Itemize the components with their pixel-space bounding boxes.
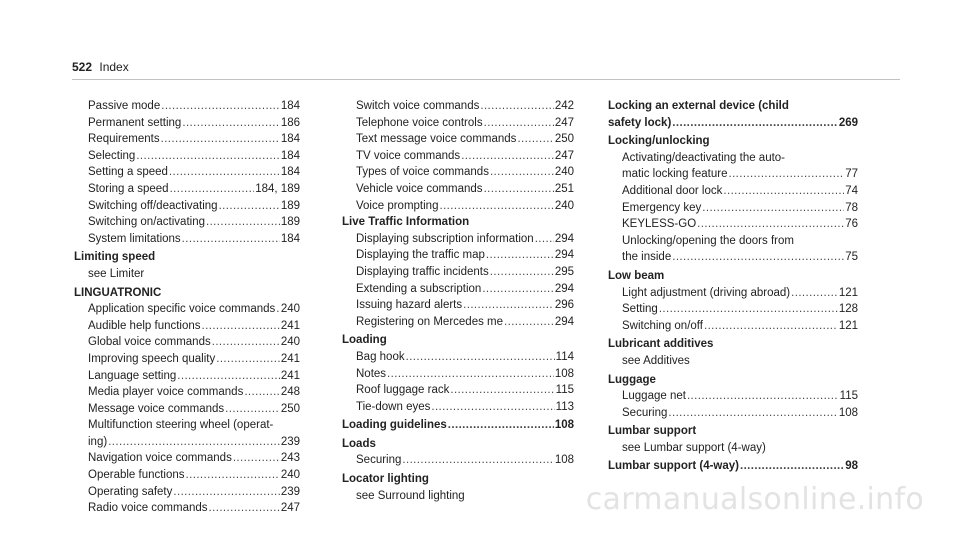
entry-label: Bag hook	[356, 350, 405, 363]
index-entry	[342, 281, 574, 298]
entry-label: Loading guidelines	[342, 419, 447, 432]
dot-leader	[791, 285, 838, 302]
index-heading: Locking an external device (child	[608, 100, 789, 112]
index-heading-entry	[608, 115, 858, 132]
dot-leader	[728, 166, 844, 183]
entry-group	[342, 417, 574, 434]
dot-leader	[484, 181, 554, 198]
page-reference: 247	[280, 502, 300, 515]
index-entry	[74, 467, 300, 484]
page-reference: 121	[838, 319, 858, 332]
index-entry	[608, 405, 858, 422]
page-reference: 128	[838, 303, 858, 316]
page-reference: 294	[554, 232, 574, 245]
page-reference: 75	[845, 251, 858, 264]
page-reference: 189	[280, 216, 300, 229]
index-heading: Limiting speed	[74, 251, 156, 264]
index-entry	[608, 183, 858, 200]
page-reference: 98	[845, 460, 858, 473]
dot-leader	[450, 382, 554, 399]
dot-leader	[480, 98, 553, 115]
dot-leader	[233, 450, 280, 467]
header-divider	[72, 79, 900, 80]
index-entry	[342, 247, 574, 264]
index-entry	[608, 200, 858, 217]
entry-label: Storing a speed	[88, 182, 169, 195]
entry-group	[608, 388, 858, 421]
index-entry	[608, 216, 858, 233]
entry-label: Message voice commands	[88, 402, 225, 415]
dot-leader	[740, 458, 844, 475]
index-entry	[74, 368, 300, 385]
entry-group	[342, 98, 574, 214]
index-heading: LINGUATRONIC	[74, 286, 162, 299]
entry-label: Tie-down eyes	[356, 400, 431, 413]
entry-label: TV voice commands	[356, 149, 461, 162]
dot-leader	[161, 131, 280, 148]
page-reference: 115	[839, 390, 858, 403]
dot-leader	[108, 434, 280, 451]
dot-leader	[490, 164, 554, 181]
dot-leader	[486, 247, 554, 264]
entry-group	[608, 115, 858, 132]
index-heading: Loads	[342, 437, 376, 450]
index-entry	[608, 318, 858, 335]
index-entry	[342, 314, 574, 331]
entry-label: matic locking feature	[622, 168, 728, 181]
page-reference: 239	[280, 435, 300, 448]
index-entry	[74, 115, 300, 132]
entry-label: Displaying traffic incidents	[356, 265, 489, 278]
index-entry	[342, 148, 574, 165]
page-reference: 184	[280, 232, 300, 245]
index-entry	[342, 264, 574, 281]
entry-label: Application specific voice commands	[88, 303, 276, 316]
page-reference: 294	[554, 315, 574, 328]
index-entry	[74, 148, 300, 165]
page-reference: 121	[838, 286, 858, 299]
see-reference: see Limiter	[88, 267, 145, 280]
dot-leader	[219, 198, 280, 215]
dot-leader	[387, 366, 554, 383]
page-reference: 184	[280, 133, 300, 146]
entry-group	[74, 450, 300, 516]
page-reference: 242	[554, 100, 574, 112]
entry-label: Setting a speed	[88, 166, 168, 179]
entry-label: Operable functions	[88, 469, 185, 482]
dot-leader	[704, 318, 838, 335]
index-entry	[74, 164, 300, 181]
index-entry	[342, 382, 574, 399]
entry-group	[608, 458, 858, 475]
index-entry	[74, 434, 300, 451]
section-title: Index	[99, 60, 129, 74]
page-reference: 240	[554, 166, 574, 179]
index-entry	[74, 500, 300, 517]
dot-leader	[431, 399, 554, 416]
dot-leader	[504, 314, 554, 331]
index-entry	[608, 249, 858, 266]
index-entry	[74, 301, 300, 318]
dot-leader	[517, 131, 553, 148]
page-reference: 251	[554, 182, 574, 195]
dot-leader	[659, 301, 838, 318]
entry-label: Extending a subscription	[356, 282, 482, 295]
dot-leader	[182, 231, 280, 248]
page-reference: 240	[554, 199, 574, 212]
page-reference: 184	[280, 100, 300, 112]
index-heading: Low beam	[608, 269, 665, 282]
entry-label: safety lock)	[608, 116, 672, 129]
entry-label: Passive mode	[88, 100, 161, 112]
index-entry	[74, 318, 300, 335]
dot-leader	[448, 417, 554, 434]
dot-leader	[216, 351, 280, 368]
dot-leader	[672, 115, 838, 132]
dot-leader	[490, 264, 554, 281]
entry-label: KEYLESS-GO	[622, 218, 697, 231]
wrapped-entry-text: Multifunction steering wheel (operat-	[88, 419, 274, 432]
page-reference: 184	[280, 166, 300, 179]
entry-group	[342, 231, 574, 331]
entry-label: Vehicle voice commands	[356, 182, 483, 195]
dot-leader	[439, 198, 553, 215]
dot-leader	[484, 115, 554, 132]
entry-group	[608, 166, 858, 183]
dot-leader	[463, 297, 554, 314]
entry-label: Securing	[356, 454, 402, 467]
page-reference: 241	[280, 352, 300, 365]
dot-leader	[206, 214, 280, 231]
page-reference: 108	[554, 367, 574, 380]
entry-label: Radio voice commands	[88, 502, 208, 515]
page-reference: 108	[554, 419, 574, 432]
entry-label: Global voice commands	[88, 336, 211, 349]
dot-leader	[697, 216, 844, 233]
index-entry	[74, 484, 300, 501]
index-entry	[74, 450, 300, 467]
index-heading: Lubricant additives	[608, 338, 714, 351]
dot-leader	[687, 388, 839, 405]
page-reference: 241	[280, 319, 300, 332]
index-entry	[342, 115, 574, 132]
dot-leader	[177, 368, 280, 385]
dot-leader	[668, 405, 837, 422]
entry-label: Notes	[356, 367, 387, 380]
entry-label: Requirements	[88, 133, 160, 146]
page-reference: 78	[845, 201, 858, 214]
dot-leader	[535, 231, 554, 248]
page-reference: 241	[280, 369, 300, 382]
dot-leader	[702, 200, 844, 217]
entry-label: Voice prompting	[356, 199, 439, 212]
page-reference: 113	[555, 400, 574, 413]
entry-label: Telephone voice controls	[356, 116, 483, 129]
watermark: carmanualsonline.info	[585, 482, 924, 517]
entry-label: Switch voice commands	[356, 100, 480, 112]
page-reference: 295	[554, 265, 574, 278]
entry-group	[74, 434, 300, 451]
page-reference: 269	[838, 116, 858, 129]
entry-label: Media player voice commands	[88, 386, 244, 399]
index-heading: Locator lighting	[342, 473, 429, 486]
dot-leader	[212, 334, 280, 351]
entry-label: Additional door lock	[622, 184, 723, 197]
dot-leader	[225, 401, 280, 418]
dot-leader	[169, 164, 280, 181]
page-reference: 250	[280, 402, 300, 415]
entry-group	[608, 249, 858, 266]
entry-label: Navigation voice commands	[88, 452, 232, 465]
page-number: 522	[72, 60, 93, 74]
index-entry	[342, 297, 574, 314]
dot-leader	[461, 148, 554, 165]
dot-leader	[173, 484, 279, 501]
index-column-1	[74, 98, 300, 517]
entry-group	[342, 349, 574, 415]
page-reference: 108	[554, 454, 574, 467]
entry-label: Securing	[622, 406, 668, 419]
dot-leader	[244, 384, 279, 401]
entry-label: Types of voice commands	[356, 166, 489, 179]
dot-leader	[170, 181, 255, 198]
index-heading: Luggage	[608, 373, 656, 386]
index-heading: Loading	[342, 334, 387, 347]
page-reference: 240	[280, 336, 300, 349]
index-entry	[74, 334, 300, 351]
entry-label: Setting	[622, 303, 658, 316]
page-reference: 239	[280, 485, 300, 498]
index-heading-entry	[608, 458, 858, 475]
entry-label: Displaying the traffic map	[356, 249, 485, 262]
index-entry	[342, 349, 574, 366]
entry-label: Switching on/activating	[88, 216, 205, 229]
dot-leader	[136, 148, 280, 165]
page-reference: 247	[554, 149, 574, 162]
entry-group	[74, 301, 300, 417]
index-entry	[342, 399, 574, 416]
page-reference: 240	[280, 303, 300, 316]
index-entry	[342, 98, 574, 115]
page-header	[72, 60, 129, 74]
page-reference: 294	[554, 249, 574, 262]
page-reference: 240	[280, 469, 300, 482]
page-reference: 186	[280, 116, 300, 129]
index-entry	[74, 98, 300, 115]
page-reference: 294	[554, 282, 574, 295]
entry-label: Audible help functions	[88, 319, 201, 332]
dot-leader	[276, 301, 280, 318]
see-reference: see Surround lighting	[356, 489, 465, 502]
page-reference: 247	[554, 116, 574, 129]
entry-group	[608, 183, 858, 233]
index-column-3	[608, 98, 858, 475]
index-entry	[342, 366, 574, 383]
index-entry	[342, 131, 574, 148]
dot-leader	[161, 98, 280, 115]
entry-label: Selecting	[88, 149, 136, 162]
index-entry	[342, 452, 574, 469]
index-entry	[342, 164, 574, 181]
entry-label: Lumbar support (4-way)	[608, 460, 739, 473]
entry-label: ing)	[88, 435, 108, 448]
page-reference: 250	[554, 133, 574, 146]
dot-leader	[723, 183, 844, 200]
index-heading: Locking/unlocking	[608, 135, 710, 148]
index-heading-entry	[342, 417, 574, 434]
index-entry	[74, 214, 300, 231]
index-entry	[74, 401, 300, 418]
page-reference: 243	[280, 452, 300, 465]
entry-label: Registering on Mercedes me	[356, 315, 504, 328]
wrapped-entry-text: Unlocking/opening the doors from	[622, 234, 794, 247]
index-entry	[608, 285, 858, 302]
page-reference: 296	[554, 299, 574, 312]
entry-label: Emergency key	[622, 201, 702, 214]
index-entry	[74, 181, 300, 198]
index-heading: Live Traffic Information	[342, 216, 470, 229]
entry-label: Issuing hazard alerts	[356, 299, 463, 312]
entry-label: Light adjustment (driving abroad)	[622, 286, 791, 299]
entry-label: Improving speech quality	[88, 352, 216, 365]
index-entry	[608, 166, 858, 183]
dot-leader	[402, 452, 553, 469]
page-reference: 76	[845, 218, 858, 231]
entry-label: Switching on/off	[622, 319, 703, 332]
entry-label: the inside	[622, 251, 672, 264]
index-entry	[74, 198, 300, 215]
dot-leader	[406, 349, 555, 366]
page-reference: 114	[555, 350, 574, 363]
index-column-2	[342, 98, 574, 504]
page-reference: 248	[280, 386, 300, 399]
index-entry	[608, 301, 858, 318]
index-entry	[74, 351, 300, 368]
entry-group	[74, 98, 300, 247]
see-reference: see Lumbar support (4-way)	[622, 441, 766, 454]
index-entry	[342, 198, 574, 215]
index-entry	[74, 231, 300, 248]
dot-leader	[202, 318, 280, 335]
dot-leader	[672, 249, 844, 266]
entry-label: Operating safety	[88, 485, 173, 498]
dot-leader	[182, 115, 279, 132]
entry-label: Displaying subscription information	[356, 232, 534, 245]
page-reference: 184, 189	[255, 182, 300, 195]
index-entry	[608, 388, 858, 405]
wrapped-entry-text: Activating/deactivating the auto-	[622, 151, 786, 164]
page-reference: 77	[845, 168, 858, 181]
entry-label: System limitations	[88, 232, 181, 245]
entry-group	[342, 452, 574, 469]
entry-label: Permanent setting	[88, 116, 182, 129]
dot-leader	[209, 500, 280, 517]
page-reference: 108	[838, 406, 858, 419]
page-reference: 74	[845, 184, 858, 197]
entry-label: Roof luggage rack	[356, 384, 450, 397]
entry-label: Language setting	[88, 369, 177, 382]
dot-leader	[186, 467, 280, 484]
index-entry	[74, 384, 300, 401]
page-reference: 184	[280, 149, 300, 162]
index-entry	[342, 231, 574, 248]
entry-label: Switching off/deactivating	[88, 199, 218, 212]
index-entry	[74, 131, 300, 148]
see-reference: see Additives	[622, 354, 690, 367]
page-reference: 189	[280, 199, 300, 212]
entry-label: Luggage net	[622, 390, 686, 403]
index-heading: Lumbar support	[608, 425, 697, 438]
index-entry	[342, 181, 574, 198]
page-reference: 115	[555, 384, 574, 397]
entry-group	[608, 285, 858, 335]
dot-leader	[482, 281, 554, 298]
entry-label: Text message voice commands	[356, 133, 517, 146]
